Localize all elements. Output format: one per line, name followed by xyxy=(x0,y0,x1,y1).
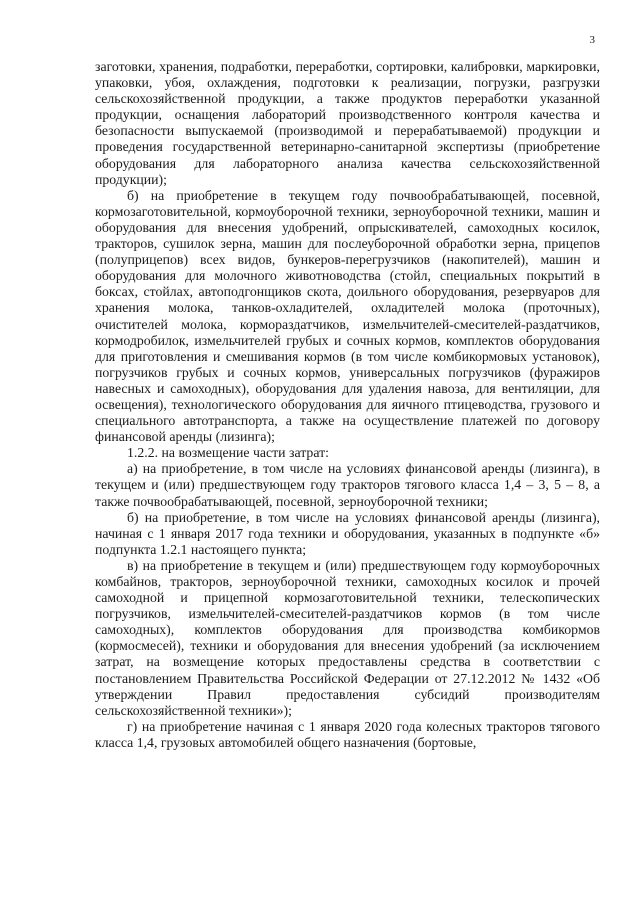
paragraph-subitem-b: б) на приобретение в текущем году почвообрабатывающей, посевной, кормозаготовительной, кормоуборочной техники, зерноуборочной техники, машин и оборудования для внесения удобрений, опрыскивателей, самоходных косилок, тракторов, сушилок зерна, машин для послеуборочной обработки зерна, прицепов (полуприцепов) всех видов, бункеров-перегрузчиков (накопителей), машин и оборудования для молочного животноводства (стойл, специальных покрытий в боксах, стойлах, автоподгонщиков скота, доильного оборудования, резервуаров для хранения молока, танков-охладителей, охладителей молока (проточных), очистителей молока, кормораздатчиков, измельчителей-смесителей-раздатчиков, кормодробилок, измельчителей грубых и сочных кормов, комплектов оборудования для приготовления и смешивания кормов (в том числе комбикормовых установок), погрузчиков грубых и сочных кормов, универсальных погрузчиков (фуражиров навесных и самоходных), оборудования для удаления навоза, для вентиляции, для освещения), технологического оборудования для яичного птицеводства, грузового и специального автотранспорта, а также на осуществление платежей по договору финансовой аренды (лизинга); xyxy=(95,187,600,445)
page-number: 3 xyxy=(589,34,595,46)
paragraph-subitem-b-2: б) на приобретение, в том числе на условиях финансовой аренды (лизинга), начиная с 1 января 2017 года техники и оборудования, указанных в подпункте «б» подпункта 1.2.1 настоящего пункта; xyxy=(95,509,600,557)
paragraph-subitem-a: а) на приобретение, в том числе на условиях финансовой аренды (лизинга), в текущем и (или) предшествующем году тракторов тягового класса 1,4 – 3, 5 – 8, а также почвообрабатывающей, посевной, зерноуборочной техники; xyxy=(95,461,600,509)
paragraph-section-1-2-2: 1.2.2. на возмещение части затрат: xyxy=(127,445,329,461)
paragraph-continuation: заготовки, хранения, подработки, переработки, сортировки, калибровки, маркировки, упаковки, убоя, охлаждения, подготовки к реализации, погрузки, разгрузки сельскохозяйственной продукции, а также продуктов переработки указанной продукции, оснащения лабораторий производственного контроля качества и безопасности выпускаемой (производимой и перерабатываемой) продукции и проведения государственной ветеринарно-санитарной экспертизы (приобретение оборудования для лабораторного анализа качества сельскохозяйственной продукции); xyxy=(95,59,600,187)
paragraph-subitem-g: г) на приобретение начиная с 1 января 2020 года колесных тракторов тягового класса 1,4, грузовых автомобилей общего назначения (бортовые, xyxy=(95,718,600,750)
document-body xyxy=(95,59,600,751)
paragraph-subitem-v: в) на приобретение в текущем и (или) предшествующем году кормоуборочных комбайнов, тракторов, зерноуборочной техники, самоходных косилок и прочей самоходной и прицепной кормозаготовительной техники, телескопических погрузчиков, измельчителей-смесителей-раздатчиков кормов (в том числе самоходных), комплектов оборудования для производства комбикормов (кормосмесей), техники и оборудования для внесения удобрений (за исключением затрат, на возмещение которых предоставлены средства в соответствии с постановлением Правительства Российской Федерации от 27.12.2012 № 1432 «Об утверждении Правил предоставления субсидий производителям сельскохозяйственной техники»); xyxy=(95,557,600,718)
